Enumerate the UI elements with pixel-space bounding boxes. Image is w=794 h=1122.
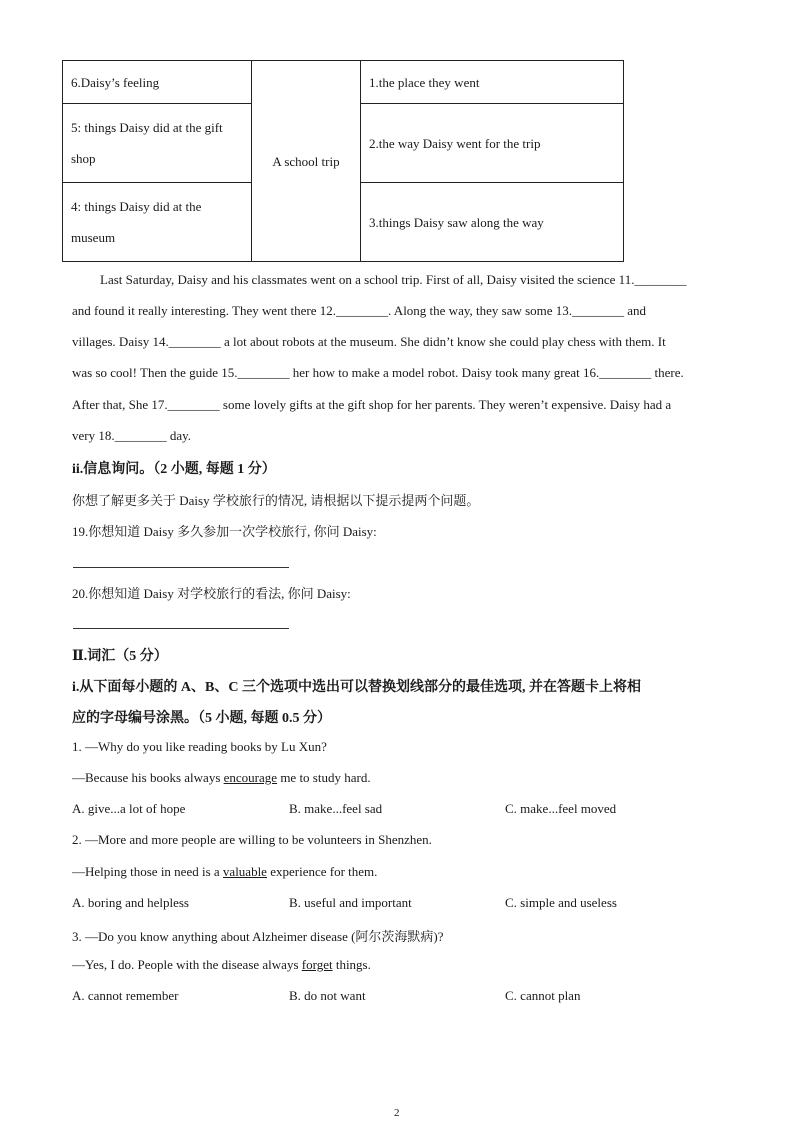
vocab-q2-stem: 2. —More and more people are willing to be volunteers in Shenzhen. xyxy=(72,832,432,847)
vocab-q2-sentence xyxy=(72,864,377,880)
passage-line-3: villages. Daisy 14.________ a lot about robots at the museum. She didn’t know she could play chess with them. It xyxy=(72,334,666,349)
vocab-instruction-1: i.从下面每小题的 A、B、C 三个选项中选出可以替换划线部分的最佳选项, 并在答题卡上将相 xyxy=(72,680,641,695)
question-19: 19.你想知道 Daisy 多久参加一次学校旅行, 你问 Daisy: xyxy=(72,524,377,539)
vocab-q1-sentence xyxy=(72,770,371,786)
text: —Yes, I do. People with the disease always xyxy=(72,957,302,972)
vocab-q3-option-b[interactable]: B. do not want xyxy=(289,988,366,1003)
mindmap-center: A school trip xyxy=(252,61,361,262)
mindmap-left-4: 4: things Daisy did at the museum xyxy=(63,183,252,262)
question-20: 20.你想知道 Daisy 对学校旅行的看法, 你问 Daisy: xyxy=(72,586,351,601)
answer-line-20[interactable] xyxy=(73,628,289,629)
underlined-word: forget xyxy=(301,957,333,972)
section-ii-title: ii.信息询问。（2 小题, 每题 1 分） xyxy=(72,462,276,477)
text: experience for them. xyxy=(266,864,378,879)
mind-map-table xyxy=(62,60,624,262)
vocab-q2-option-c[interactable]: C. simple and useless xyxy=(505,895,617,910)
vocab-q3-option-a[interactable]: A. cannot remember xyxy=(72,988,179,1003)
passage-line-5: After that, She 17.________ some lovely gifts at the gift shop for her parents. They weren’t expensive. Daisy had a xyxy=(72,397,672,412)
page-number: 2 xyxy=(394,1107,400,1119)
mindmap-left-6: 6.Daisy’s feeling xyxy=(63,61,252,104)
answer-line-19[interactable] xyxy=(73,567,289,568)
vocab-q1-option-a[interactable]: A. give...a lot of hope xyxy=(72,801,186,816)
vocab-q1-option-b[interactable]: B. make...feel sad xyxy=(289,801,383,816)
vocab-q3-sentence xyxy=(72,957,371,973)
text: things. xyxy=(332,957,371,972)
passage-line-2: and found it really interesting. They went there 12.________. Along the way, they saw some 13.________ and xyxy=(72,303,647,318)
vocab-q1-option-c[interactable]: C. make...feel moved xyxy=(505,801,617,816)
passage-line-1: Last Saturday, Daisy and his classmates went on a school trip. First of all, Daisy visited the science 11.________ xyxy=(100,272,687,287)
mindmap-right-2: 2.the way Daisy went for the trip xyxy=(361,104,624,183)
vocab-q3-stem: 3. —Do you know anything about Alzheimer disease (阿尔茨海默病)? xyxy=(72,929,444,944)
vocab-title: Ⅱ.词汇（5 分） xyxy=(72,649,168,664)
underlined-word: valuable xyxy=(222,864,267,879)
underlined-word: encourage xyxy=(223,770,278,785)
text: —Helping those in need is a xyxy=(72,864,223,879)
mindmap-right-1: 1.the place they went xyxy=(361,61,624,104)
section-ii-intro: 你想了解更多关于 Daisy 学校旅行的情况, 请根据以下提示提两个问题。 xyxy=(72,493,480,508)
passage-line-4: was so cool! Then the guide 15.________ her how to make a model robot. Daisy took many great 16.________ there. xyxy=(72,365,684,380)
text: —Because his books always xyxy=(72,770,224,785)
vocab-q2-option-a[interactable]: A. boring and helpless xyxy=(72,895,189,910)
vocab-instruction-2: 应的字母编号涂黑。（5 小题, 每题 0.5 分） xyxy=(72,711,331,726)
vocab-q1-stem: 1. —Why do you like reading books by Lu Xun? xyxy=(72,739,327,754)
passage-line-6: very 18.________ day. xyxy=(72,428,192,443)
mindmap-right-3: 3.things Daisy saw along the way xyxy=(361,183,624,262)
vocab-q2-option-b[interactable]: B. useful and important xyxy=(289,895,412,910)
vocab-q3-option-c[interactable]: C. cannot plan xyxy=(505,988,581,1003)
mindmap-left-5: 5: things Daisy did at the gift shop xyxy=(63,104,252,183)
text: me to study hard. xyxy=(277,770,371,785)
